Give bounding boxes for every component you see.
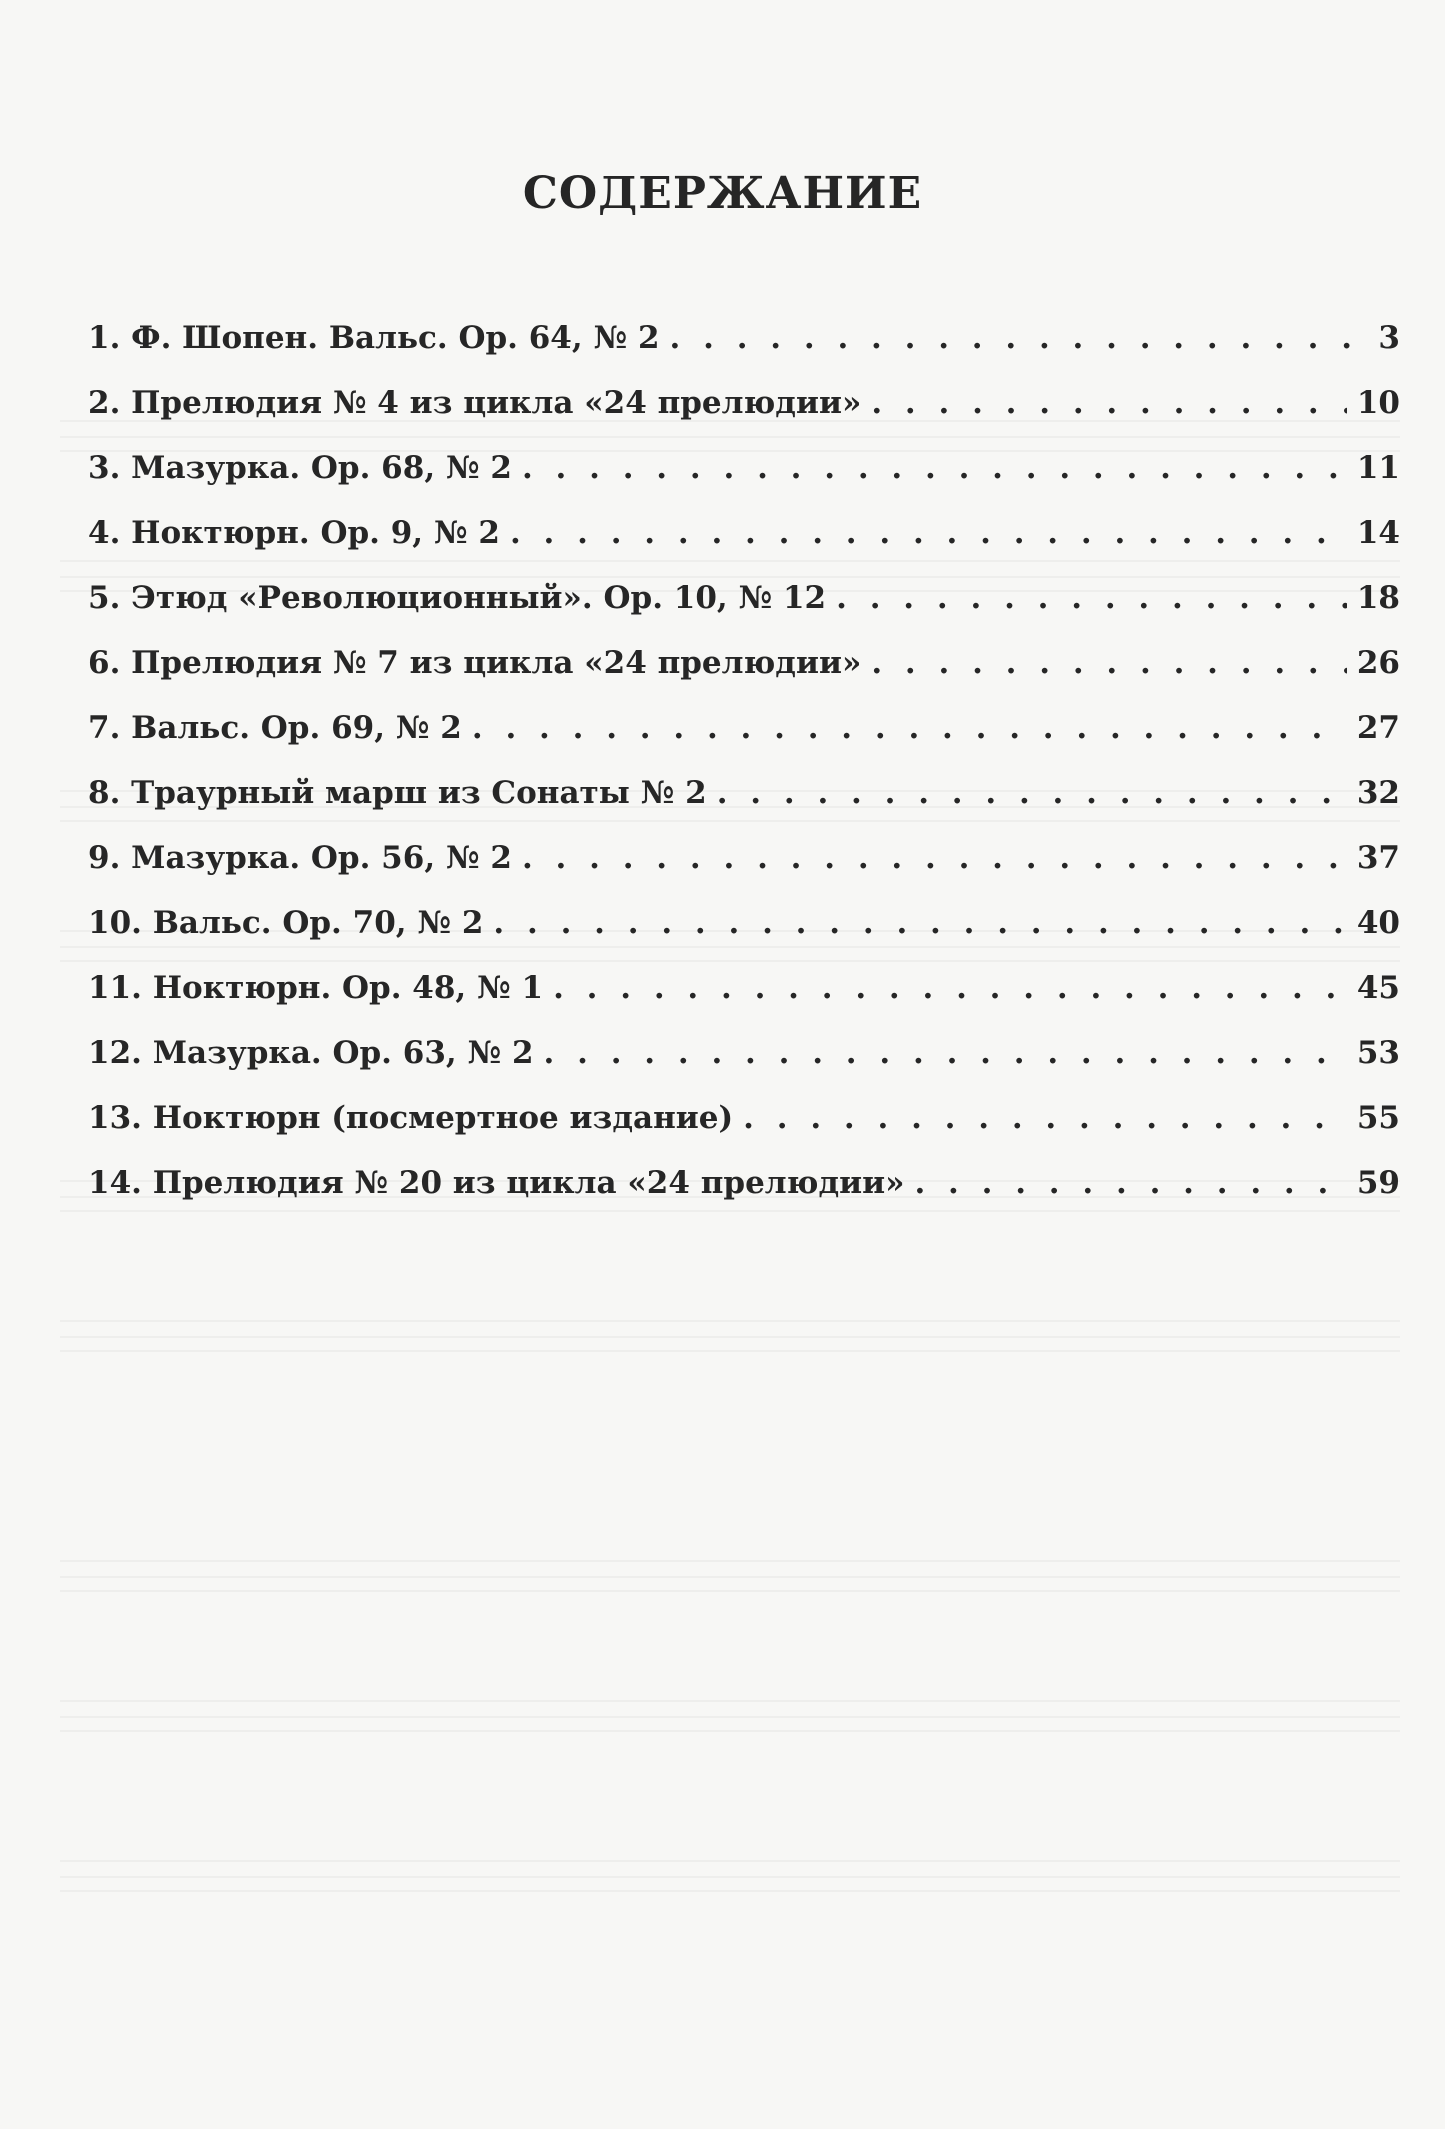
toc-entry-page: 32 — [1356, 775, 1400, 811]
toc-entry-page: 3 — [1378, 320, 1400, 356]
toc-entry-label: 12. Мазурка. Ор. 63, № 2 — [88, 1035, 534, 1071]
toc-leader-dots — [914, 1163, 1346, 1203]
toc-entry-page: 10 — [1356, 385, 1400, 421]
toc-entry — [88, 643, 1400, 708]
toc-entry — [88, 838, 1400, 903]
table-of-contents — [88, 318, 1400, 1228]
toc-entry — [88, 1098, 1400, 1163]
toc-entry-label: 2. Прелюдия № 4 из цикла «24 прелюдии» — [88, 385, 862, 421]
toc-entry-page: 55 — [1356, 1100, 1400, 1136]
toc-entry — [88, 1033, 1400, 1098]
toc-entry-label: 5. Этюд «Революционный». Ор. 10, № 12 — [88, 580, 827, 616]
toc-entry — [88, 513, 1400, 578]
toc-entry — [88, 968, 1400, 1033]
toc-entry-page: 40 — [1356, 905, 1400, 941]
toc-entry-label: 10. Вальс. Ор. 70, № 2 — [88, 905, 484, 941]
toc-entry-label: 1. Ф. Шопен. Вальс. Ор. 64, № 2 — [88, 320, 660, 356]
toc-entry-page: 59 — [1356, 1165, 1400, 1201]
toc-leader-dots — [544, 1033, 1347, 1073]
toc-entry — [88, 773, 1400, 838]
toc-leader-dots — [510, 513, 1347, 553]
toc-entry-page: 11 — [1356, 450, 1400, 486]
toc-entry-label: 8. Траурный марш из Сонаты № 2 — [88, 775, 707, 811]
toc-leader-dots — [871, 643, 1347, 683]
toc-leader-dots — [553, 968, 1347, 1008]
toc-leader-dots — [522, 838, 1347, 878]
toc-entry-page: 27 — [1356, 710, 1400, 746]
toc-entry — [88, 448, 1400, 513]
toc-leader-dots — [836, 578, 1347, 618]
toc-entry — [88, 708, 1400, 773]
toc-entry-label: 4. Ноктюрн. Ор. 9, № 2 — [88, 515, 500, 551]
toc-leader-dots — [871, 383, 1347, 423]
toc-entry-page: 14 — [1356, 515, 1400, 551]
toc-entry-label: 3. Мазурка. Ор. 68, № 2 — [88, 450, 512, 486]
toc-entry-page: 18 — [1356, 580, 1400, 616]
toc-entry-page: 26 — [1356, 645, 1400, 681]
toc-leader-dots — [670, 318, 1360, 358]
bleed-through-staff — [60, 1320, 1400, 1322]
bleed-through-staff — [60, 1860, 1400, 1862]
toc-leader-dots — [493, 903, 1346, 943]
toc-entry — [88, 318, 1400, 383]
toc-entry — [88, 1163, 1400, 1228]
toc-entry-label: 13. Ноктюрн (посмертное издание) — [88, 1100, 734, 1136]
toc-entry — [88, 383, 1400, 448]
toc-entry — [88, 903, 1400, 968]
toc-entry-page: 37 — [1356, 840, 1400, 876]
toc-entry-label: 14. Прелюдия № 20 из цикла «24 прелюдии» — [88, 1165, 905, 1201]
toc-entry-page: 53 — [1356, 1035, 1400, 1071]
toc-entry-label: 11. Ноктюрн. Ор. 48, № 1 — [88, 970, 544, 1006]
bleed-through-staff — [60, 1700, 1400, 1702]
toc-leader-dots — [472, 708, 1347, 748]
toc-leader-dots — [743, 1098, 1347, 1138]
toc-entry-label: 6. Прелюдия № 7 из цикла «24 прелюдии» — [88, 645, 862, 681]
toc-entry-label: 7. Вальс. Ор. 69, № 2 — [88, 710, 462, 746]
bleed-through-staff — [60, 1560, 1400, 1562]
toc-entry-page: 45 — [1356, 970, 1400, 1006]
toc-leader-dots — [522, 448, 1347, 488]
page-title: СОДЕРЖАНИЕ — [522, 168, 923, 219]
toc-entry-label: 9. Мазурка. Ор. 56, № 2 — [88, 840, 512, 876]
toc-leader-dots — [717, 773, 1347, 813]
toc-entry — [88, 578, 1400, 643]
